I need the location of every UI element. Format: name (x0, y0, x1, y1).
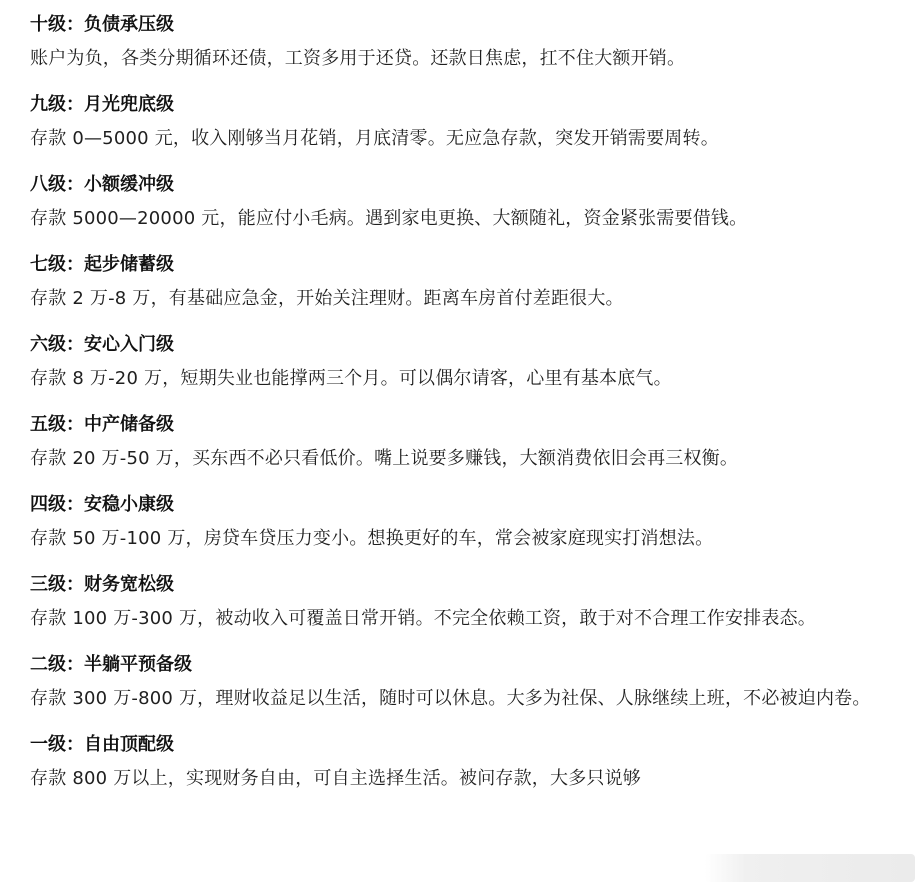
level-description: 存款 20 万-50 万，买东西不必只看低价。嘴上说要多赚钱，大额消费依旧会再三权衡。 (30, 448, 739, 469)
level-description: 存款 8 万-20 万，短期失业也能撑两三个月。可以偶尔请客，心里有基本底气。 (30, 368, 672, 389)
watermark-overlay (705, 854, 915, 882)
level-description: 存款 300 万-800 万，理财收益足以生活，随时可以休息。大多为社保、人脉继续上班，不必被迫内卷。 (30, 688, 871, 709)
level-description: 存款 5000—20000 元，能应付小毛病。遇到家电更换、大额随礼，资金紧张需要借钱。 (30, 208, 748, 229)
level-description: 存款 0—5000 元，收入刚够当月花销，月底清零。无应急存款，突发开销需要周转。 (30, 128, 719, 149)
level-6 (30, 320, 910, 400)
level-description: 账户为负，各类分期循环还债，工资多用于还贷。还款日焦虑，扛不住大额开销。 (30, 48, 686, 69)
level-heading: 九级：月光兜底级 (30, 94, 174, 115)
level-heading: 六级：安心入门级 (30, 334, 174, 355)
level-heading: 十级：负债承压级 (30, 14, 174, 35)
level-heading: 八级：小额缓冲级 (30, 174, 174, 195)
level-5 (30, 400, 910, 480)
level-2 (30, 640, 910, 720)
level-7 (30, 240, 910, 320)
level-4 (30, 480, 910, 560)
level-8 (30, 160, 910, 240)
document-body (30, 0, 910, 800)
level-heading: 一级：自由顶配级 (30, 734, 174, 755)
level-heading: 五级：中产储备级 (30, 414, 174, 435)
level-heading: 七级：起步储蓄级 (30, 254, 174, 275)
level-1 (30, 720, 910, 800)
level-heading: 四级：安稳小康级 (30, 494, 174, 515)
level-10 (30, 0, 910, 80)
level-description: 存款 50 万-100 万，房贷车贷压力变小。想换更好的车，常会被家庭现实打消想法。 (30, 528, 714, 549)
level-heading: 二级：半躺平预备级 (30, 654, 192, 675)
level-9 (30, 80, 910, 160)
level-description: 存款 2 万-8 万，有基础应急金，开始关注理财。距离车房首付差距很大。 (30, 288, 624, 309)
level-heading: 三级：财务宽松级 (30, 574, 174, 595)
level-description: 存款 100 万-300 万，被动收入可覆盖日常开销。不完全依赖工资，敢于对不合理工作安排表态。 (30, 608, 816, 629)
level-description: 存款 800 万以上，实现财务自由，可自主选择生活。被问存款，大多只说够 (30, 768, 641, 789)
level-3 (30, 560, 910, 640)
